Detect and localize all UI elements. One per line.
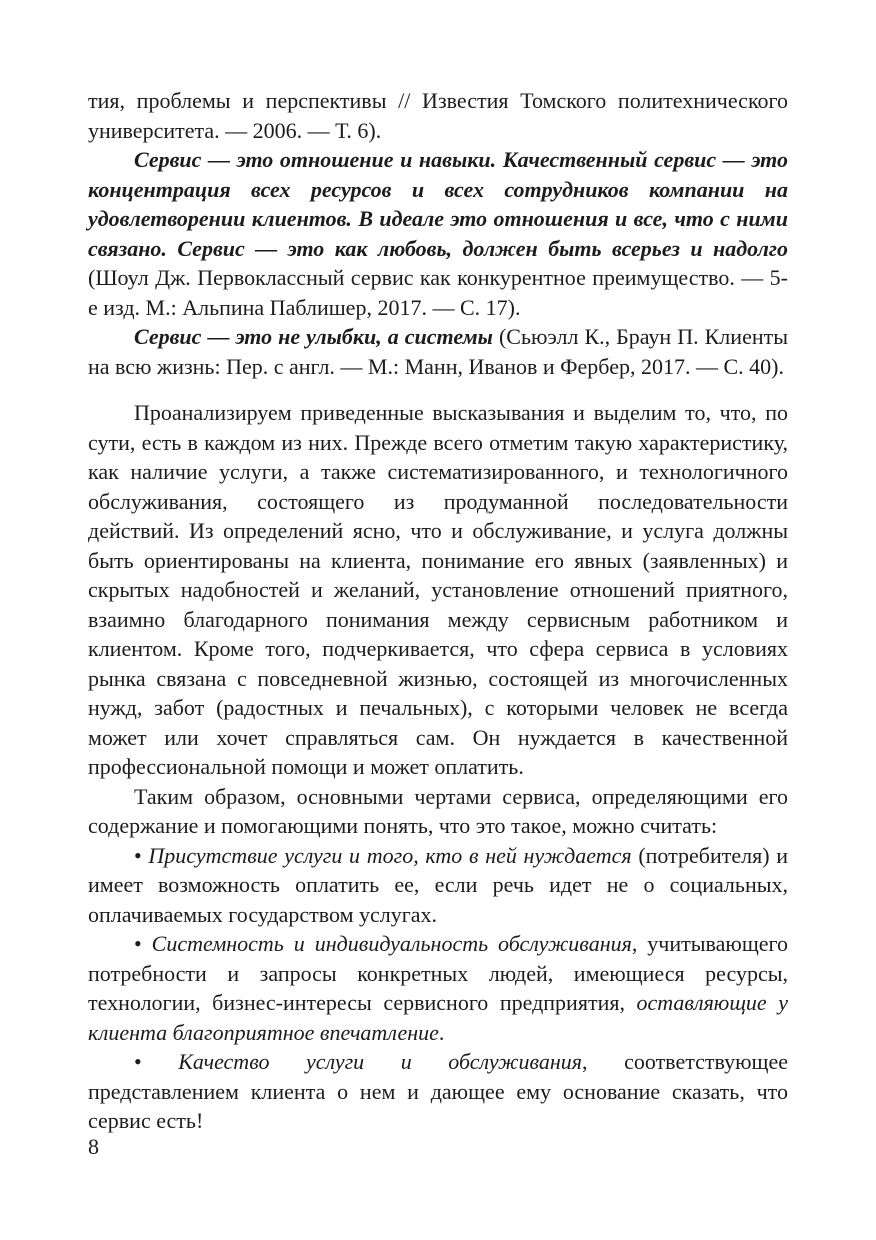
analysis-paragraph bbox=[88, 398, 788, 782]
bullet-2-text: , учитывающего потребности и запросы конкретных людей, имеющиеся ресурсы, технологии, бизнес-интересы сервисного предприятия, bbox=[88, 931, 788, 1015]
quote-paragraph-1 bbox=[88, 145, 788, 322]
bullet-2-italic-end: оставляющие у клиента благоприятное впечатление bbox=[88, 990, 788, 1045]
quote-2-source: (Сьюэлл К., Браун П. Клиенты на всю жизнь: Пер. с англ. — М.: Манн, Иванов и Фербер, 2017. — С. 40). bbox=[88, 324, 788, 379]
continued-reference-text: тия, проблемы и перспективы // Известия Томского политехнического университета. — 2006. — Т. 6). bbox=[88, 88, 788, 143]
conclusion-text: Таким образом, основными чертами сервиса, определяющими его содержание и помогающими понять, что это такое, можно считать: bbox=[88, 783, 788, 838]
bullet-item-3 bbox=[88, 1047, 788, 1136]
bullet-marker-3: • bbox=[134, 1049, 179, 1074]
bullet-marker-1: • bbox=[134, 842, 149, 868]
bullet-3-italic: Качество услуги и обслуживания bbox=[178, 1049, 583, 1074]
conclusion-paragraph bbox=[88, 782, 788, 841]
book-page-body bbox=[88, 86, 788, 1136]
bullet-1-text: (потребителя) и имеет возможность оплатить ее, если речь идет не о социальных, оплачиваемых государством услугах. bbox=[88, 842, 789, 927]
page-number: 8 bbox=[88, 1134, 99, 1159]
bullet-2-italic: Системность и индивидуальность обслуживания bbox=[151, 931, 632, 956]
continued-reference-paragraph bbox=[88, 86, 788, 145]
quote-2-emphasis: Сервис — это не улыбки, а системы bbox=[134, 324, 493, 349]
bullet-3-text: , соответствующее представлением клиента о нем и дающее ему основание сказать, что сервис есть! bbox=[88, 1049, 789, 1133]
bullet-2-end: . bbox=[438, 1019, 445, 1045]
analysis-text: Проанализируем приведенные высказывания и выделим то, что, по сути, есть в каждом из них. Прежде всего отметим такую характеристику, как наличие услуги, а также систематизированного, и технологичного обслуживания, состоящего из продуманной последовательности действий. Из определений ясно, что и обслуживание, и услуга должны быть ориентированы на клиента, понимание его явных (заявленных) и скрытых надобностей и желаний, установление отношений приятного, взаимно благодарного понимания между сервисным работником и клиентом. Кроме того, подчеркивается, что сфера сервиса в условиях рынка связана с повседневной жизнью, состоящей из многочисленных нужд, забот (радостных и печальных), с которыми человек не всегда может или хочет справляться сам. Он нуждается в качественной профессиональной помощи и может оплатить. bbox=[88, 400, 788, 779]
quote-paragraph-2 bbox=[88, 322, 788, 381]
bullet-item-1 bbox=[88, 841, 788, 930]
quote-1-emphasis: Сервис — это отношение и навыки. Качественный сервис — это концентрация всех ресурсов и всех сотрудников компании на удовлетворении клиентов. В идеале это отношения и все, что с ними связано. Сервис — это как любовь, должен быть всерьез и надолго bbox=[88, 147, 788, 261]
quote-1-source: (Шоул Дж. Первоклассный сервис как конкурентное преимущество. — 5-е изд. М.: Альпина Паблишер, 2017. — С. 17). bbox=[88, 265, 788, 320]
bullet-marker-2: • bbox=[134, 931, 152, 956]
bullet-1-italic: Присутствие услуги и того, кто в ней нуждается bbox=[148, 842, 632, 868]
bullet-item-2 bbox=[88, 929, 788, 1047]
